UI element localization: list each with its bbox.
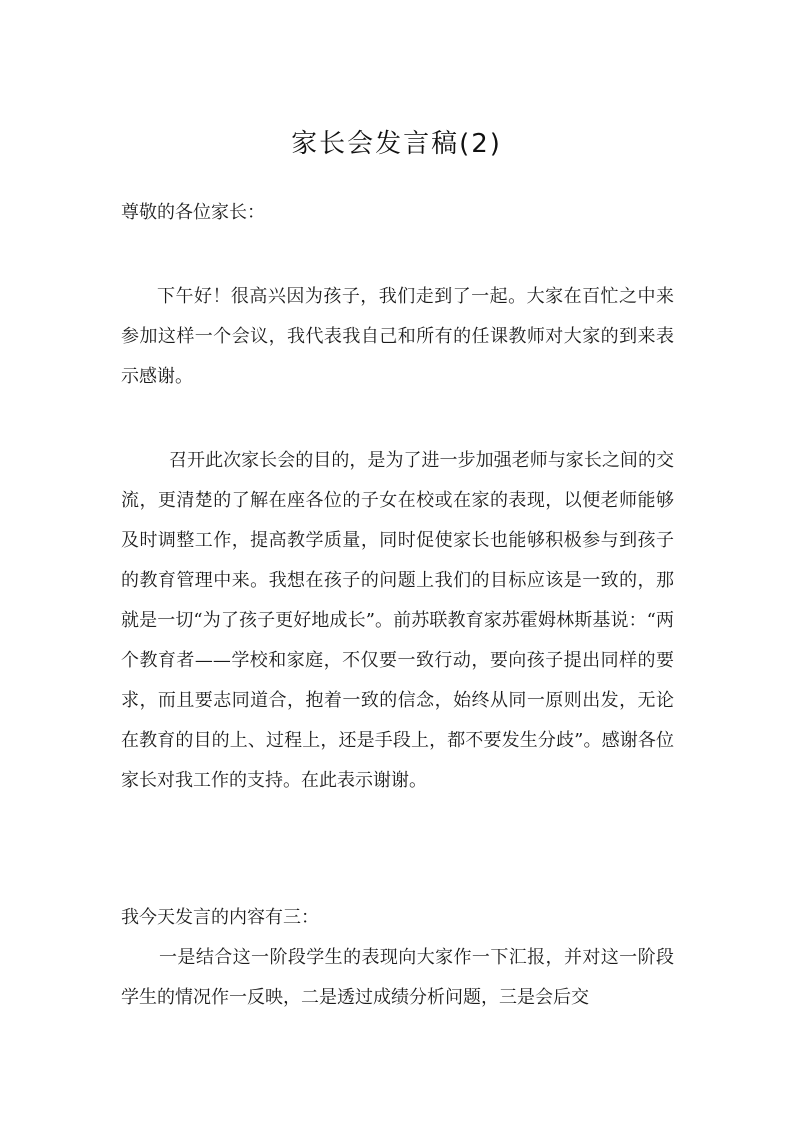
paragraph-greeting: 下午好！很高兴因为孩子，我们走到了一起。大家在百忙之中来参加这样一个会议，我代表我自己和所有的任课教师对大家的到来表示感谢。 [121, 286, 674, 387]
paragraph-content: 一是结合这一阶段学生的表现向大家作一下汇报，并对这一阶段学生的情况作一反映，二是透过成绩分析问题，三是会后交 [121, 947, 674, 1008]
document-title: 家长会发言稿(2) [291, 129, 502, 159]
paragraph-purpose: 召开此次家长会的目的，是为了进一步加强老师与家长之间的交流，更清楚的了解在座各位的子女在校或在家的表现，以便老师能够及时调整工作，提高教学质量，同时促使家长也能够积极参与到孩子的教育管理中来。我想在孩子的问题上我们的目标应该是一致的，那就是一切“为了孩子更好地成长”。前苏联教育家苏霍姆林斯基说：“两个教育者——学校和家庭，不仅要一致行动，要向孩子提出同样的要求，而且要志同道合，抱着一致的信念，始终从同一原则出发，无论在教育的目的上、过程上，还是手段上，都不要发生分歧”。感谢各位家长对我工作的支持。在此表示谢谢。 [121, 450, 674, 791]
paragraph-intro: 我今天发言的内容有三： [121, 907, 319, 928]
salutation: 尊敬的各位家长： [121, 202, 265, 223]
